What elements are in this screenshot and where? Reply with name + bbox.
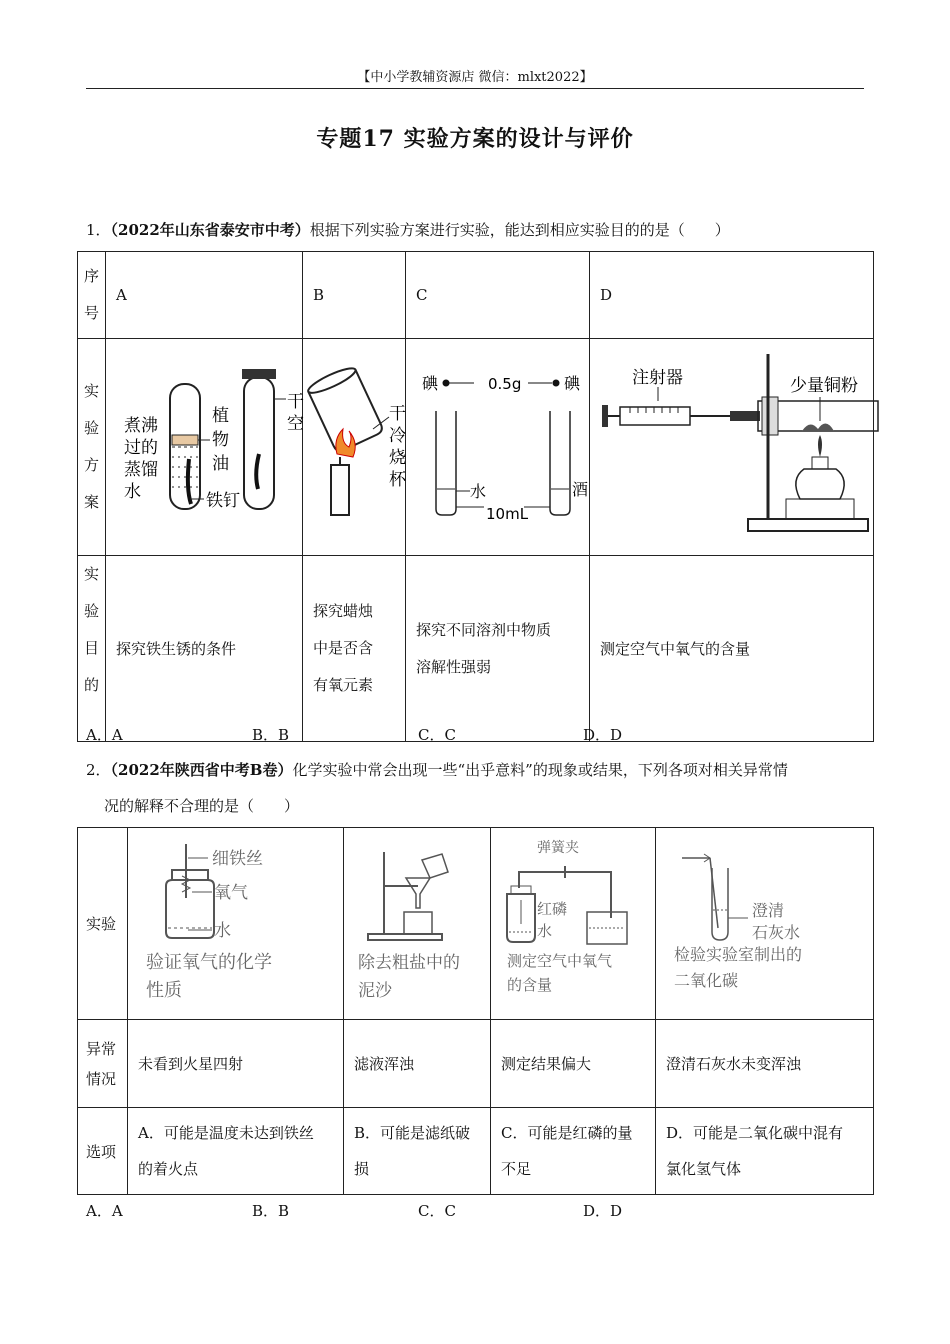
fig-a-label-dry-1: 干 [287, 392, 304, 412]
goal-a: 探究铁生锈的条件 [106, 556, 303, 742]
fig-3-label-clip: 弹簧夹 [537, 840, 579, 856]
fig-3-caption-2: 的含量 [507, 976, 553, 994]
q1-option-a[interactable]: A．A [86, 726, 123, 744]
fig-a-label-oil-1: 植 [212, 406, 229, 426]
fig-3-label-phosphorus: 红磷 [537, 900, 568, 918]
fig-c-label-volume: 10mL [486, 505, 529, 523]
explain-c: C．可能是红磷的量 不足 [491, 1108, 656, 1195]
fig-d-label-copper: 少量铜粉 [790, 376, 858, 396]
fig-2-filtration [344, 828, 490, 1015]
page-title: 专题17 实验方案的设计与评价 [316, 126, 634, 152]
fig-a-label-boiled-4: 水 [124, 482, 141, 502]
abnormal-d: 澄清石灰水未变浑浊 [656, 1020, 874, 1108]
fig-d-label-syringe: 注射器 [632, 368, 683, 388]
fig-4-label-lime-2: 石灰水 [752, 923, 801, 942]
fig-3-phosphorus-experiment [491, 828, 655, 1015]
fig-d-oxygen-content-experiment [590, 339, 873, 551]
fig-1-caption-1: 验证氧气的化学 [146, 952, 272, 973]
col-head-d: D [590, 252, 874, 339]
q2-number: 2． [86, 761, 111, 779]
fig-2-caption-2: 泥沙 [358, 981, 392, 1001]
page-header: 【中小学教辅资源店 微信：mlxt2022】 [357, 70, 593, 85]
fig-c-label-iodine-right: 碘 [564, 374, 581, 393]
fig-a-label-boiled-2: 过的 [124, 438, 158, 458]
q2-option-b[interactable]: B．B [252, 1202, 290, 1220]
question-2-table [77, 827, 874, 1195]
row-label-option: 选项 [78, 1108, 128, 1195]
fig-a-label-oil-3: 油 [212, 454, 229, 474]
q2-stem-line2: 况的解释不合理的是（ ） [104, 797, 300, 815]
q1-option-d[interactable]: D．D [583, 726, 623, 744]
fig-c-label-iodine-left: 碘 [422, 374, 439, 393]
fig-b-label-3: 烧 [389, 448, 406, 468]
fig-c-label-mass: 0.5g [488, 375, 522, 393]
row-label-experiment: 实验 [78, 828, 128, 1020]
goal-c: 探究不同溶剂中物质 溶解性强弱 [406, 556, 590, 742]
abnormal-b: 滤液浑浊 [344, 1020, 491, 1108]
q1-source: （2022年山东省泰安市中考） [110, 221, 310, 239]
col-head-a: A [106, 252, 303, 339]
row-label-abnormal: 异常 情况 [78, 1020, 128, 1108]
row-label-index: 序 号 [78, 252, 106, 339]
fig-a-rust-experiment [106, 339, 302, 551]
question-1-stem [86, 212, 730, 248]
fig-1-label-oxygen: 氧气 [214, 883, 248, 903]
row-label-goal: 实 验 目 的 [78, 556, 106, 742]
col-head-b: B [303, 252, 406, 339]
explain-d: D．可能是二氧化碳中混有 氯化氢气体 [656, 1108, 874, 1195]
fig-2-caption-1: 除去粗盐中的 [358, 953, 460, 973]
q2-stem-line1: 化学实验中常会出现一些“出乎意料”的现象或结果，下列各项对相关异常情 [292, 761, 788, 779]
abnormal-c: 测定结果偏大 [491, 1020, 656, 1108]
fig-4-caption-2: 二氧化碳 [674, 971, 739, 990]
header-rule [86, 88, 864, 89]
explain-b: B．可能是滤纸破 损 [344, 1108, 491, 1195]
fig-3-label-water: 水 [537, 922, 553, 940]
fig-c-label-alcohol: 酒 [572, 480, 589, 499]
fig-c-solubility-experiment [406, 339, 589, 551]
fig-b-label-1: 干 [389, 404, 406, 424]
fig-a-label-boiled-3: 蒸馏 [124, 460, 158, 480]
col-head-c: C [406, 252, 590, 339]
q1-stem: 根据下列实验方案进行实验，能达到相应实验目的的是（ ） [309, 221, 730, 239]
fig-3-caption-1: 测定空气中氧气 [507, 952, 613, 970]
row-label-scheme: 实 验 方 案 [78, 339, 106, 556]
fig-1-label-wire: 细铁丝 [212, 849, 263, 869]
fig-1-label-water: 水 [214, 921, 231, 941]
fig-4-co2-test [656, 828, 873, 1015]
fig-a-label-oil-2: 物 [212, 430, 229, 450]
q1-option-b[interactable]: B．B [252, 726, 290, 744]
q2-option-a[interactable]: A．A [86, 1202, 123, 1220]
fig-b-label-4: 杯 [389, 470, 406, 490]
fig-a-label-nail: 铁钉 [206, 491, 240, 511]
goal-b: 探究蜡烛 中是否含 有氧元素 [303, 556, 406, 742]
fig-a-label-boiled-1: 煮沸 [124, 416, 158, 436]
fig-1-caption-2: 性质 [146, 980, 182, 1001]
fig-a-label-dry-2: 空 [287, 414, 304, 434]
q2-source: （2022年陕西省中考B卷） [110, 761, 293, 779]
fig-1-iron-in-oxygen [128, 828, 343, 1015]
q1-option-c[interactable]: C．C [418, 726, 456, 744]
abnormal-a: 未看到火星四射 [128, 1020, 344, 1108]
question-2-stem [86, 752, 866, 824]
fig-b-label-2: 冷 [389, 426, 406, 446]
fig-4-caption-1: 检验实验室制出的 [674, 945, 803, 964]
q2-option-d[interactable]: D．D [583, 1202, 623, 1220]
fig-c-label-water: 水 [470, 482, 487, 501]
fig-4-label-lime-1: 澄清 [752, 901, 785, 920]
question-1-table [77, 251, 874, 742]
q1-number: 1． [86, 221, 111, 239]
q2-option-c[interactable]: C．C [418, 1202, 456, 1220]
goal-d: 测定空气中氧气的含量 [590, 556, 874, 742]
fig-b-candle-experiment [303, 339, 405, 551]
explain-a: A．可能是温度未达到铁丝 的着火点 [128, 1108, 344, 1195]
